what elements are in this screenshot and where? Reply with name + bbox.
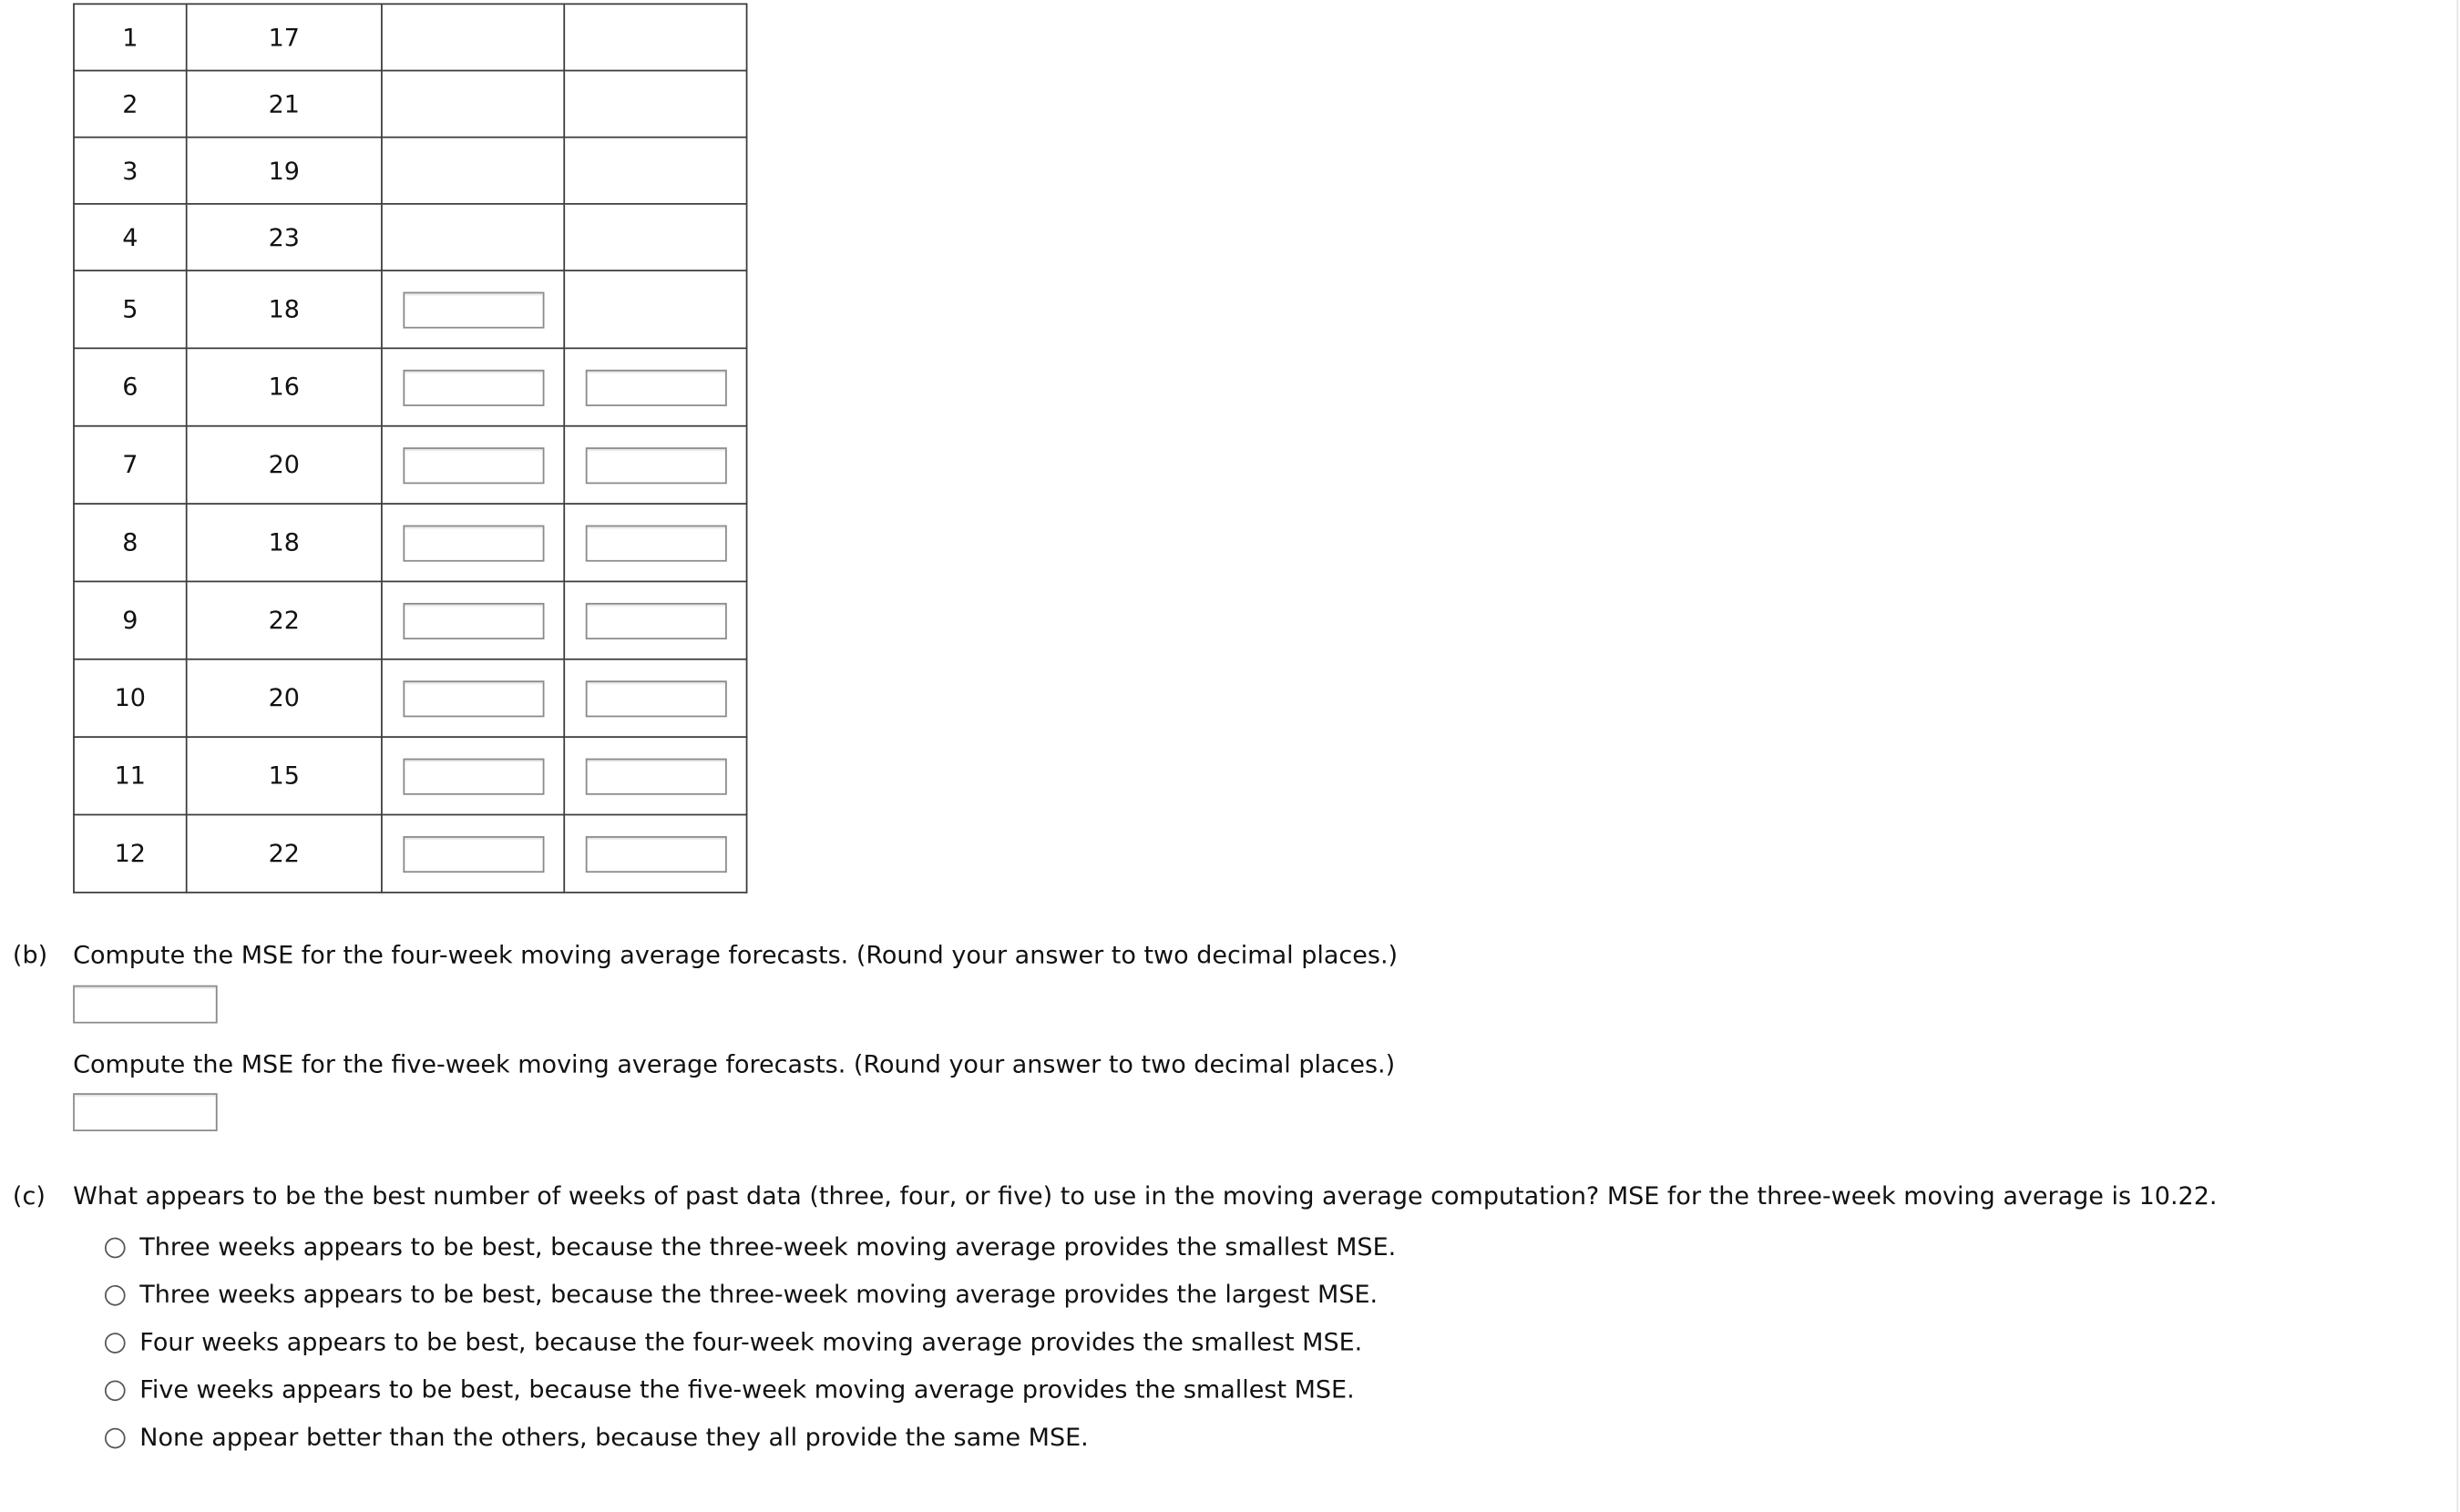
value-cell: 15	[187, 737, 382, 814]
value-cell: 17	[187, 4, 382, 70]
five-week-forecast-input[interactable]	[585, 602, 726, 639]
five-week-forecast-cell	[564, 814, 746, 892]
table-row	[74, 271, 747, 348]
value-cell: 16	[187, 348, 382, 425]
part-b-question-four-week: Compute the MSE for the four-week moving average forecasts. (Round your answer to two decimal places.)	[73, 940, 1399, 970]
option-label: Five weeks appears to be best, because the five-week moving average provides the smallest MSE.	[139, 1375, 1355, 1405]
table-row	[74, 659, 747, 737]
option-three-weeks-smallest[interactable]	[105, 1223, 1396, 1271]
part-c-options	[105, 1223, 1396, 1461]
option-three-weeks-largest[interactable]	[105, 1271, 1396, 1318]
value-cell: 18	[187, 271, 382, 348]
four-week-forecast-cell	[382, 814, 564, 892]
radio-button[interactable]	[105, 1237, 126, 1258]
value-cell: 23	[187, 204, 382, 271]
week-cell: 3	[74, 138, 187, 204]
table-row	[74, 426, 747, 504]
value-cell: 22	[187, 581, 382, 659]
value-cell: 20	[187, 426, 382, 504]
value-cell: 22	[187, 814, 382, 892]
four-week-forecast-input[interactable]	[403, 369, 544, 405]
option-five-weeks-smallest[interactable]	[105, 1366, 1396, 1414]
option-label: Three weeks appears to be best, because the three-week moving average provides the smallest MSE.	[139, 1232, 1397, 1262]
radio-button[interactable]	[105, 1332, 126, 1353]
mse-five-week-input[interactable]	[73, 1093, 218, 1131]
forecast-table-body	[74, 4, 747, 892]
four-week-forecast-cell	[382, 737, 564, 814]
five-week-forecast-input[interactable]	[585, 679, 726, 716]
radio-button[interactable]	[105, 1427, 126, 1448]
week-cell: 1	[74, 4, 187, 70]
mse-four-week-input[interactable]	[73, 986, 218, 1024]
five-week-forecast-cell	[564, 204, 746, 271]
four-week-forecast-cell	[382, 659, 564, 737]
four-week-forecast-cell	[382, 426, 564, 504]
four-week-forecast-input[interactable]	[403, 525, 544, 561]
five-week-forecast-cell	[564, 659, 746, 737]
five-week-forecast-cell	[564, 271, 746, 348]
five-week-forecast-cell	[564, 737, 746, 814]
table-row	[74, 504, 747, 581]
option-label: Four weeks appears to be best, because the four-week moving average provides the smallest MSE.	[139, 1327, 1363, 1357]
four-week-forecast-cell	[382, 71, 564, 138]
five-week-forecast-cell	[564, 71, 746, 138]
radio-button[interactable]	[105, 1284, 126, 1305]
table-row	[74, 204, 747, 271]
five-week-forecast-input[interactable]	[585, 369, 726, 405]
option-four-weeks-smallest[interactable]	[105, 1319, 1396, 1366]
value-cell: 19	[187, 138, 382, 204]
week-cell: 4	[74, 204, 187, 271]
table-row	[74, 71, 747, 138]
option-none-same-mse[interactable]	[105, 1414, 1396, 1461]
week-cell: 2	[74, 71, 187, 138]
four-week-forecast-input[interactable]	[403, 835, 544, 872]
five-week-forecast-input[interactable]	[585, 446, 726, 483]
value-cell: 20	[187, 659, 382, 737]
four-week-forecast-cell	[382, 581, 564, 659]
four-week-forecast-input[interactable]	[403, 602, 544, 639]
four-week-forecast-cell	[382, 348, 564, 425]
table-row	[74, 4, 747, 70]
part-c-marker: (c)	[12, 1181, 46, 1211]
table-row	[74, 138, 747, 204]
option-label: None appear better than the others, because they all provide the same MSE.	[139, 1423, 1089, 1452]
part-b-question-five-week: Compute the MSE for the five-week moving average forecasts. (Round your answer to two decimal places.)	[73, 1050, 1396, 1079]
week-cell: 12	[74, 814, 187, 892]
value-cell: 21	[187, 71, 382, 138]
table-row	[74, 348, 747, 425]
week-cell: 8	[74, 504, 187, 581]
four-week-forecast-input[interactable]	[403, 291, 544, 328]
five-week-forecast-input[interactable]	[585, 835, 726, 872]
four-week-forecast-cell	[382, 504, 564, 581]
week-cell: 7	[74, 426, 187, 504]
four-week-forecast-cell	[382, 138, 564, 204]
four-week-forecast-input[interactable]	[403, 679, 544, 716]
four-week-forecast-input[interactable]	[403, 758, 544, 794]
five-week-forecast-input[interactable]	[585, 758, 726, 794]
five-week-forecast-cell	[564, 504, 746, 581]
table-row	[74, 581, 747, 659]
five-week-forecast-cell	[564, 4, 746, 70]
forecast-table	[73, 3, 747, 893]
week-cell: 11	[74, 737, 187, 814]
week-cell: 9	[74, 581, 187, 659]
week-cell: 6	[74, 348, 187, 425]
four-week-forecast-cell	[382, 4, 564, 70]
table-row	[74, 737, 747, 814]
week-cell: 10	[74, 659, 187, 737]
table-row	[74, 814, 747, 892]
five-week-forecast-input[interactable]	[585, 525, 726, 561]
page-divider	[2456, 0, 2458, 1512]
four-week-forecast-input[interactable]	[403, 446, 544, 483]
week-cell: 5	[74, 271, 187, 348]
part-b-marker: (b)	[12, 940, 48, 970]
part-c-question: What appears to be the best number of weeks of past data (three, four, or five) to use in the moving average computation? MSE for the three-week moving average is 10.22.	[73, 1181, 2218, 1211]
radio-button[interactable]	[105, 1380, 126, 1401]
five-week-forecast-cell	[564, 138, 746, 204]
option-label: Three weeks appears to be best, because the three-week moving average provides the largest MSE.	[139, 1280, 1379, 1310]
five-week-forecast-cell	[564, 426, 746, 504]
four-week-forecast-cell	[382, 271, 564, 348]
value-cell: 18	[187, 504, 382, 581]
five-week-forecast-cell	[564, 348, 746, 425]
five-week-forecast-cell	[564, 581, 746, 659]
four-week-forecast-cell	[382, 204, 564, 271]
